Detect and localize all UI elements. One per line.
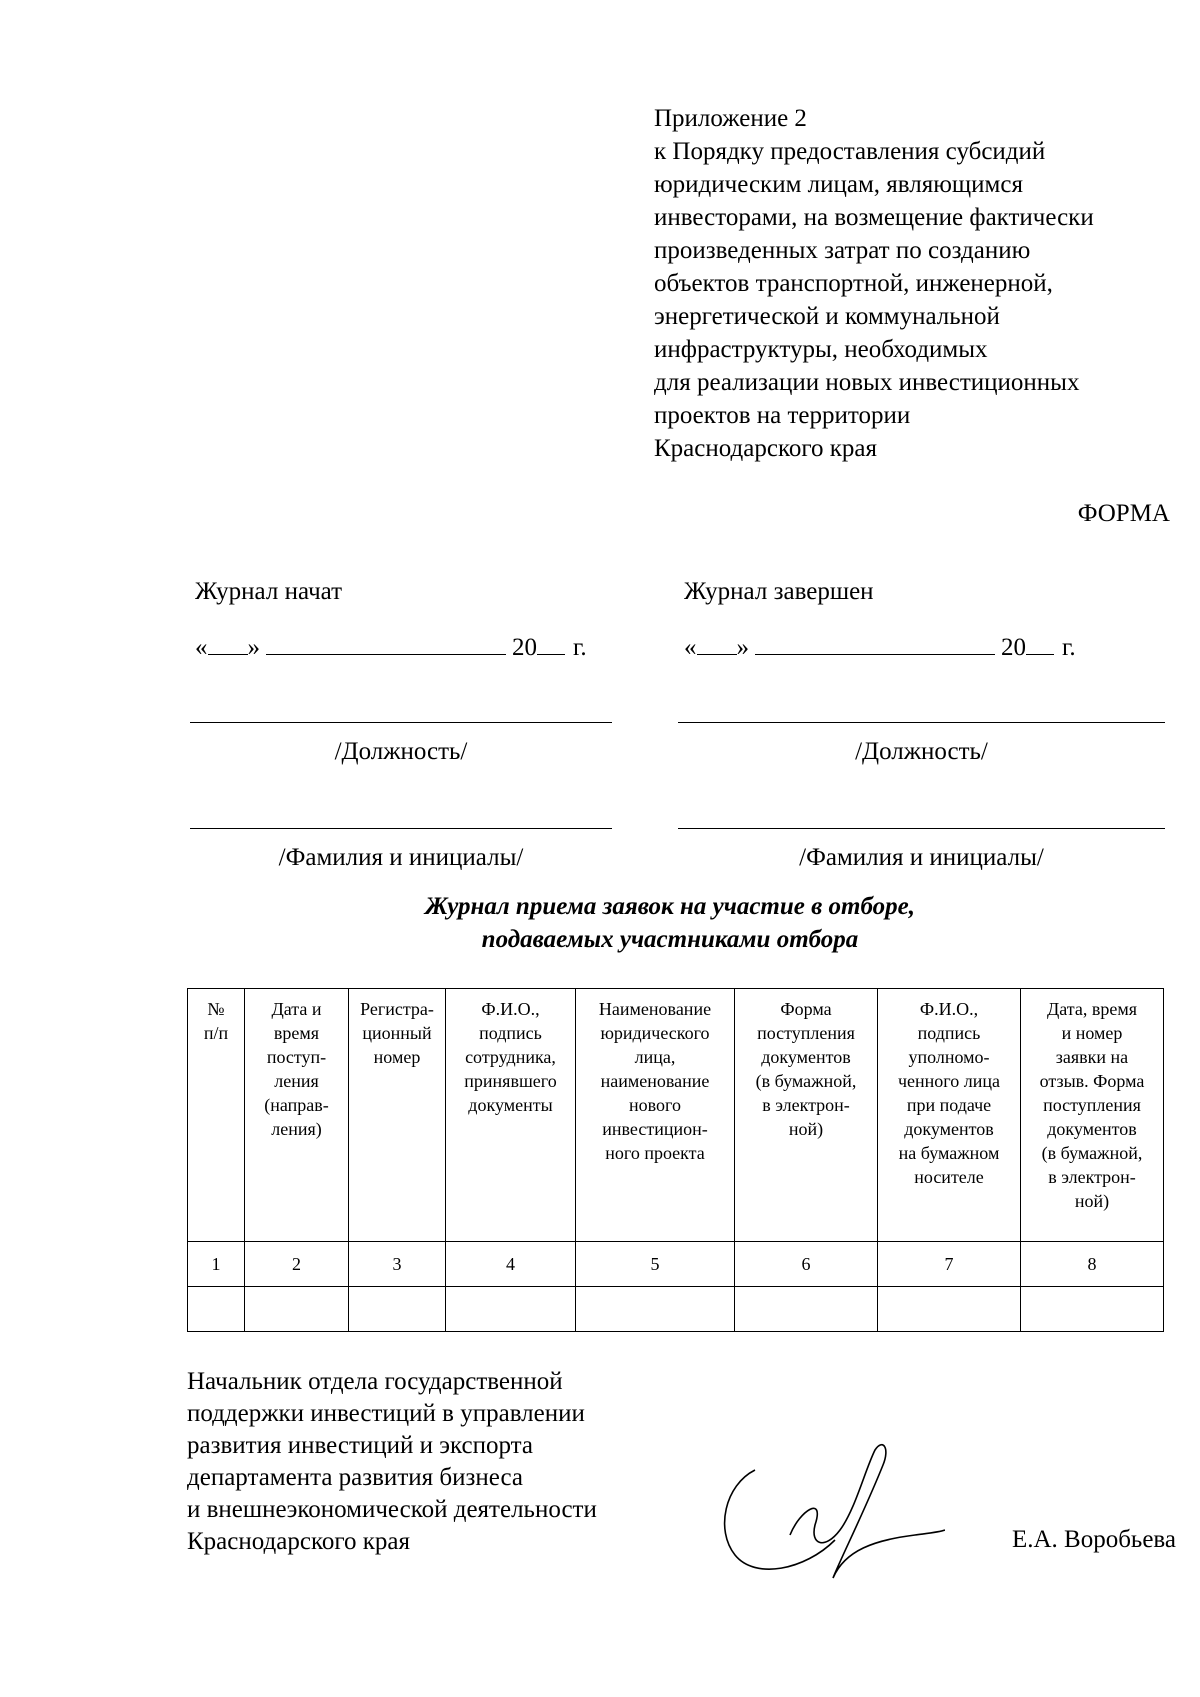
signer-line: департамента развития бизнеса <box>187 1464 523 1491</box>
table-header-text: нового <box>629 1095 681 1115</box>
appendix-line: проектов на территории <box>654 402 911 429</box>
table-header-cell <box>735 989 878 1242</box>
signer-name: Е.А. Воробьева <box>1011 1526 1176 1553</box>
position-caption: /Должность/ <box>334 738 468 765</box>
table-header-cell <box>1021 989 1164 1242</box>
table-header-text: наименование <box>600 1071 710 1091</box>
journal-table <box>187 988 1164 1332</box>
position-caption: /Должность/ <box>855 738 988 765</box>
open-quote: « <box>195 634 208 661</box>
table-header-row <box>188 989 1164 1242</box>
table-header-text: Наименование <box>598 999 712 1019</box>
year-blank <box>1026 632 1054 655</box>
table-header-text: ного проекта <box>605 1143 705 1163</box>
table-header-cell <box>576 989 735 1242</box>
table-cell <box>576 1287 735 1332</box>
table-header-text: документы <box>468 1095 553 1115</box>
table-header-text: принявшего <box>464 1071 557 1091</box>
table-header-text: номер <box>373 1047 421 1067</box>
table-header-text: уполномо- <box>908 1047 990 1067</box>
appendix-line: юридическим лицам, являющимся <box>654 171 1023 198</box>
month-blank <box>266 632 506 655</box>
table-number-row <box>188 1242 1164 1287</box>
journal-heading <box>170 890 1170 956</box>
table-header-text: отзыв. Форма <box>1039 1071 1145 1091</box>
table-header-text: поступления <box>757 1023 855 1043</box>
journal-started-date <box>195 632 587 662</box>
table-header-text: и номер <box>1061 1023 1123 1043</box>
table-header-text: п/п <box>203 1023 229 1043</box>
signer-line: и внешнеэкономической деятельности <box>187 1496 597 1523</box>
table-header-text: ления) <box>271 1119 322 1139</box>
table-header-cell <box>878 989 1021 1242</box>
table-header-text: сотрудника, <box>465 1047 556 1067</box>
table-header-text: ченного лица <box>898 1071 1000 1091</box>
table-header-text: ления <box>274 1071 319 1091</box>
journal-finished-title: Журнал завершен <box>684 578 874 605</box>
appendix-line: инфраструктуры, необходимых <box>654 336 988 363</box>
appendix-line: энергетической и коммунальной <box>654 303 1000 330</box>
position-signature-line <box>190 722 612 723</box>
table-column-number: 5 <box>576 1242 735 1287</box>
year-prefix: 20 <box>512 634 537 661</box>
table-header-cell <box>245 989 349 1242</box>
table-header-text: документов <box>904 1119 994 1139</box>
table-header-text: инвестицион- <box>602 1119 708 1139</box>
table-header-text: юридического <box>600 1023 710 1043</box>
table-header-text: Дата, время <box>1046 999 1138 1019</box>
signer-line: Начальник отдела государственной <box>187 1368 563 1395</box>
signer-line: Краснодарского края <box>187 1528 410 1555</box>
journal-started-title: Журнал начат <box>195 578 343 605</box>
year-suffix: г. <box>1062 634 1076 661</box>
year-blank <box>537 632 565 655</box>
table-header-text: поступления <box>1043 1095 1141 1115</box>
table-cell <box>878 1287 1021 1332</box>
table-header-cell <box>349 989 446 1242</box>
table-header-text: носителе <box>914 1167 984 1187</box>
appendix-line: к Порядку предоставления субсидий <box>654 138 1046 165</box>
form-label: ФОРМА <box>1077 500 1170 527</box>
year-prefix: 20 <box>1001 634 1026 661</box>
table-header-text: ной) <box>1074 1191 1110 1211</box>
appendix-line: инвесторами, на возмещение фактически <box>654 204 1094 231</box>
open-quote: « <box>684 634 697 661</box>
appendix-line: Краснодарского края <box>654 435 877 462</box>
name-caption: /Фамилия и инициалы/ <box>799 844 1044 871</box>
table-column-number: 6 <box>735 1242 878 1287</box>
table-header-text: Регистра- <box>360 999 434 1019</box>
signer-line: развития инвестиций и экспорта <box>187 1432 533 1459</box>
day-blank <box>697 632 737 655</box>
month-blank <box>755 632 995 655</box>
table-header-text: на бумажном <box>898 1143 1000 1163</box>
table-cell <box>245 1287 349 1332</box>
table-header-cell <box>188 989 245 1242</box>
table-header-text: подпись <box>479 1023 542 1043</box>
appendix-line: произведенных затрат по созданию <box>654 237 1031 264</box>
table-cell <box>188 1287 245 1332</box>
table-column-number: 2 <box>245 1242 349 1287</box>
table-header-text: (в бумажной, <box>1041 1143 1143 1163</box>
journal-finished-date <box>684 632 1076 662</box>
table-header-text: лица, <box>634 1047 676 1067</box>
appendix-line: для реализации новых инвестиционных <box>654 369 1080 396</box>
appendix-line: объектов транспортной, инженерной, <box>654 270 1053 297</box>
table-header-text: Форма <box>780 999 832 1019</box>
table-header-text: время <box>273 1023 320 1043</box>
table-header-text: поступ- <box>266 1047 327 1067</box>
handwritten-signature <box>715 1440 945 1590</box>
table-column-number: 7 <box>878 1242 1021 1287</box>
table-header-text: при подаче <box>906 1095 992 1115</box>
table-header-text: Дата и <box>271 999 322 1019</box>
year-suffix: г. <box>573 634 587 661</box>
table-empty-row <box>188 1287 1164 1332</box>
signer-position <box>187 1366 707 1558</box>
close-quote: » <box>736 634 749 661</box>
table-cell <box>1021 1287 1164 1332</box>
table-header-text: Ф.И.О., <box>919 999 979 1019</box>
table-header-text: подпись <box>917 1023 981 1043</box>
table-header-text: (в бумажной, <box>755 1071 857 1091</box>
table-cell <box>735 1287 878 1332</box>
position-signature-line <box>678 722 1165 723</box>
close-quote: » <box>247 634 260 661</box>
table-header-text: в электрон- <box>1048 1167 1136 1187</box>
table-column-number: 8 <box>1021 1242 1164 1287</box>
heading-line: Журнал приема заявок на участие в отборе, <box>425 893 915 920</box>
table-header-text: документов <box>1047 1119 1137 1139</box>
table-header-text: (направ- <box>264 1095 329 1115</box>
name-caption: /Фамилия и инициалы/ <box>278 844 524 871</box>
table-column-number: 3 <box>349 1242 446 1287</box>
table-header-text: ционный <box>362 1023 432 1043</box>
table-header-text: Ф.И.О., <box>481 999 540 1019</box>
table-column-number: 4 <box>446 1242 576 1287</box>
name-signature-line <box>678 828 1165 829</box>
table-header-text: в электрон- <box>762 1095 850 1115</box>
table-cell <box>349 1287 446 1332</box>
appendix-note <box>654 102 1194 465</box>
table-header-text: ной) <box>788 1119 824 1139</box>
table-header-text: документов <box>761 1047 851 1067</box>
table-header-text: заявки на <box>1055 1047 1129 1067</box>
table-header-text: № <box>207 999 225 1019</box>
table-cell <box>446 1287 576 1332</box>
day-blank <box>208 632 248 655</box>
table-column-number: 1 <box>188 1242 245 1287</box>
appendix-line: Приложение 2 <box>654 105 807 132</box>
heading-line: подаваемых участниками отбора <box>481 926 859 953</box>
table-header-cell <box>446 989 576 1242</box>
signer-line: поддержки инвестиций в управлении <box>187 1400 585 1427</box>
name-signature-line <box>190 828 612 829</box>
